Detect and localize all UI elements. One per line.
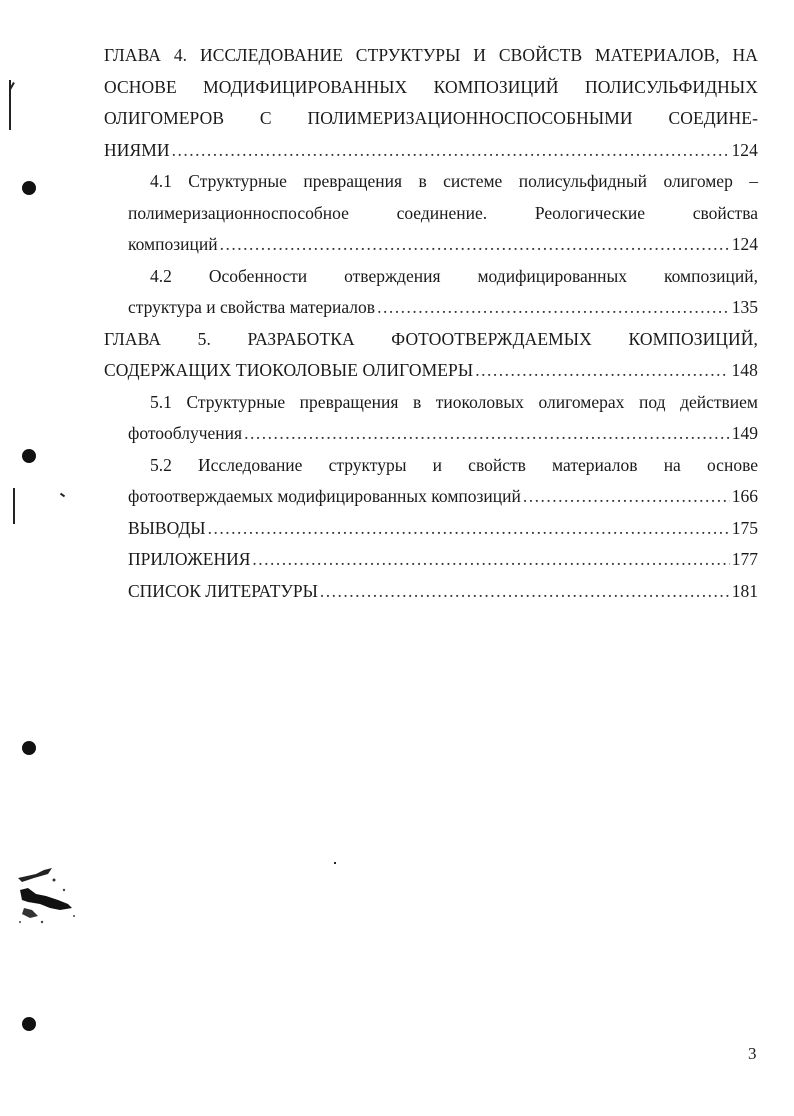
table-of-contents — [104, 40, 758, 607]
dot-leader — [377, 292, 730, 324]
toc-line: композиций — [128, 234, 218, 254]
toc-line: структура и свойства материалов — [128, 297, 376, 317]
scan-mark-3 — [13, 488, 15, 524]
binder-hole-2 — [22, 449, 36, 463]
toc-line: фотоотверждаемых модифицированных композиций — [128, 486, 521, 506]
scan-mark-4 — [60, 493, 65, 498]
toc-line: 5.2 Исследование структуры и свойств материалов на основе — [150, 454, 758, 475]
toc-line: СПИСОК ЛИТЕРАТУРЫ — [128, 580, 318, 601]
binder-hole-4 — [22, 1017, 36, 1031]
toc-leader-line — [104, 544, 758, 576]
page-number: 3 — [748, 1044, 757, 1063]
dot-leader — [320, 576, 730, 608]
toc-line: полимеризационноспособное соединение. Реологические свойства — [128, 202, 758, 223]
toc-page-number: 148 — [731, 360, 758, 380]
dot-leader — [244, 418, 730, 450]
toc-page-number: 149 — [731, 423, 758, 443]
toc-page-number: 124 — [731, 139, 758, 160]
toc-line: 5.1 Структурные превращения в тиоколовых олигомерах под действием — [150, 391, 758, 412]
toc-line: 4.1 Структурные превращения в системе полисульфидный олигомер – — [150, 171, 758, 191]
toc-leader-line — [104, 292, 758, 324]
toc-section-5-1[interactable] — [104, 387, 758, 450]
toc-leader-line — [104, 135, 758, 167]
toc-section-5-2[interactable] — [104, 450, 758, 513]
toc-line: ГЛАВА 5. РАЗРАБОТКА ФОТООТВЕРЖДАЕМЫХ КОМПОЗИЦИЙ, — [104, 328, 758, 349]
toc-line: СОДЕРЖАЩИХ ТИОКОЛОВЫЕ ОЛИГОМЕРЫ — [104, 360, 474, 380]
toc-leader-line — [104, 229, 758, 261]
dot-leader — [208, 513, 730, 545]
toc-page-number: 124 — [731, 234, 758, 254]
toc-chapter-5[interactable] — [104, 324, 758, 387]
toc-leader-line — [104, 355, 758, 387]
toc-conclusions[interactable] — [104, 513, 758, 545]
scan-dot — [334, 862, 336, 864]
toc-leader-line — [104, 418, 758, 450]
dot-leader — [475, 355, 729, 387]
toc-section-4-2[interactable] — [104, 261, 758, 324]
toc-page-number: 135 — [731, 297, 758, 317]
toc-references[interactable] — [104, 576, 758, 608]
dot-leader — [523, 481, 730, 513]
toc-line: НИЯМИ — [104, 139, 170, 160]
binder-hole-1 — [22, 181, 36, 195]
toc-page-number: 175 — [731, 517, 758, 538]
toc-line: фотооблучения — [128, 423, 243, 443]
scan-speckle — [14, 860, 78, 926]
toc-chapter-4[interactable] — [104, 40, 758, 166]
toc-page-number: 177 — [731, 549, 758, 569]
toc-line: ВЫВОДЫ — [128, 517, 206, 538]
toc-page-number: 166 — [731, 486, 758, 506]
toc-section-4-1[interactable] — [104, 166, 758, 261]
toc-line: ОСНОВЕ МОДИФИЦИРОВАННЫХ КОМПОЗИЦИЙ ПОЛИСУЛЬФИДНЫХ — [104, 76, 758, 97]
toc-line: ОЛИГОМЕРОВ С ПОЛИМЕРИЗАЦИОННОСПОСОБНЫМИ СОЕДИНЕ- — [104, 108, 758, 128]
dot-leader — [172, 135, 730, 167]
toc-leader-line — [104, 481, 758, 513]
toc-leader-line — [104, 576, 758, 608]
dot-leader — [220, 229, 730, 261]
toc-leader-line — [104, 513, 758, 545]
toc-line: 4.2 Особенности отверждения модифицированных композиций, — [150, 265, 758, 286]
toc-line: ГЛАВА 4. ИССЛЕДОВАНИЕ СТРУКТУРЫ И СВОЙСТВ МАТЕРИАЛОВ, НА — [104, 45, 758, 65]
toc-line: ПРИЛОЖЕНИЯ — [128, 549, 251, 569]
toc-page-number: 181 — [731, 580, 758, 601]
dot-leader — [252, 544, 729, 576]
toc-appendices[interactable] — [104, 544, 758, 576]
binder-hole-3 — [22, 741, 36, 755]
